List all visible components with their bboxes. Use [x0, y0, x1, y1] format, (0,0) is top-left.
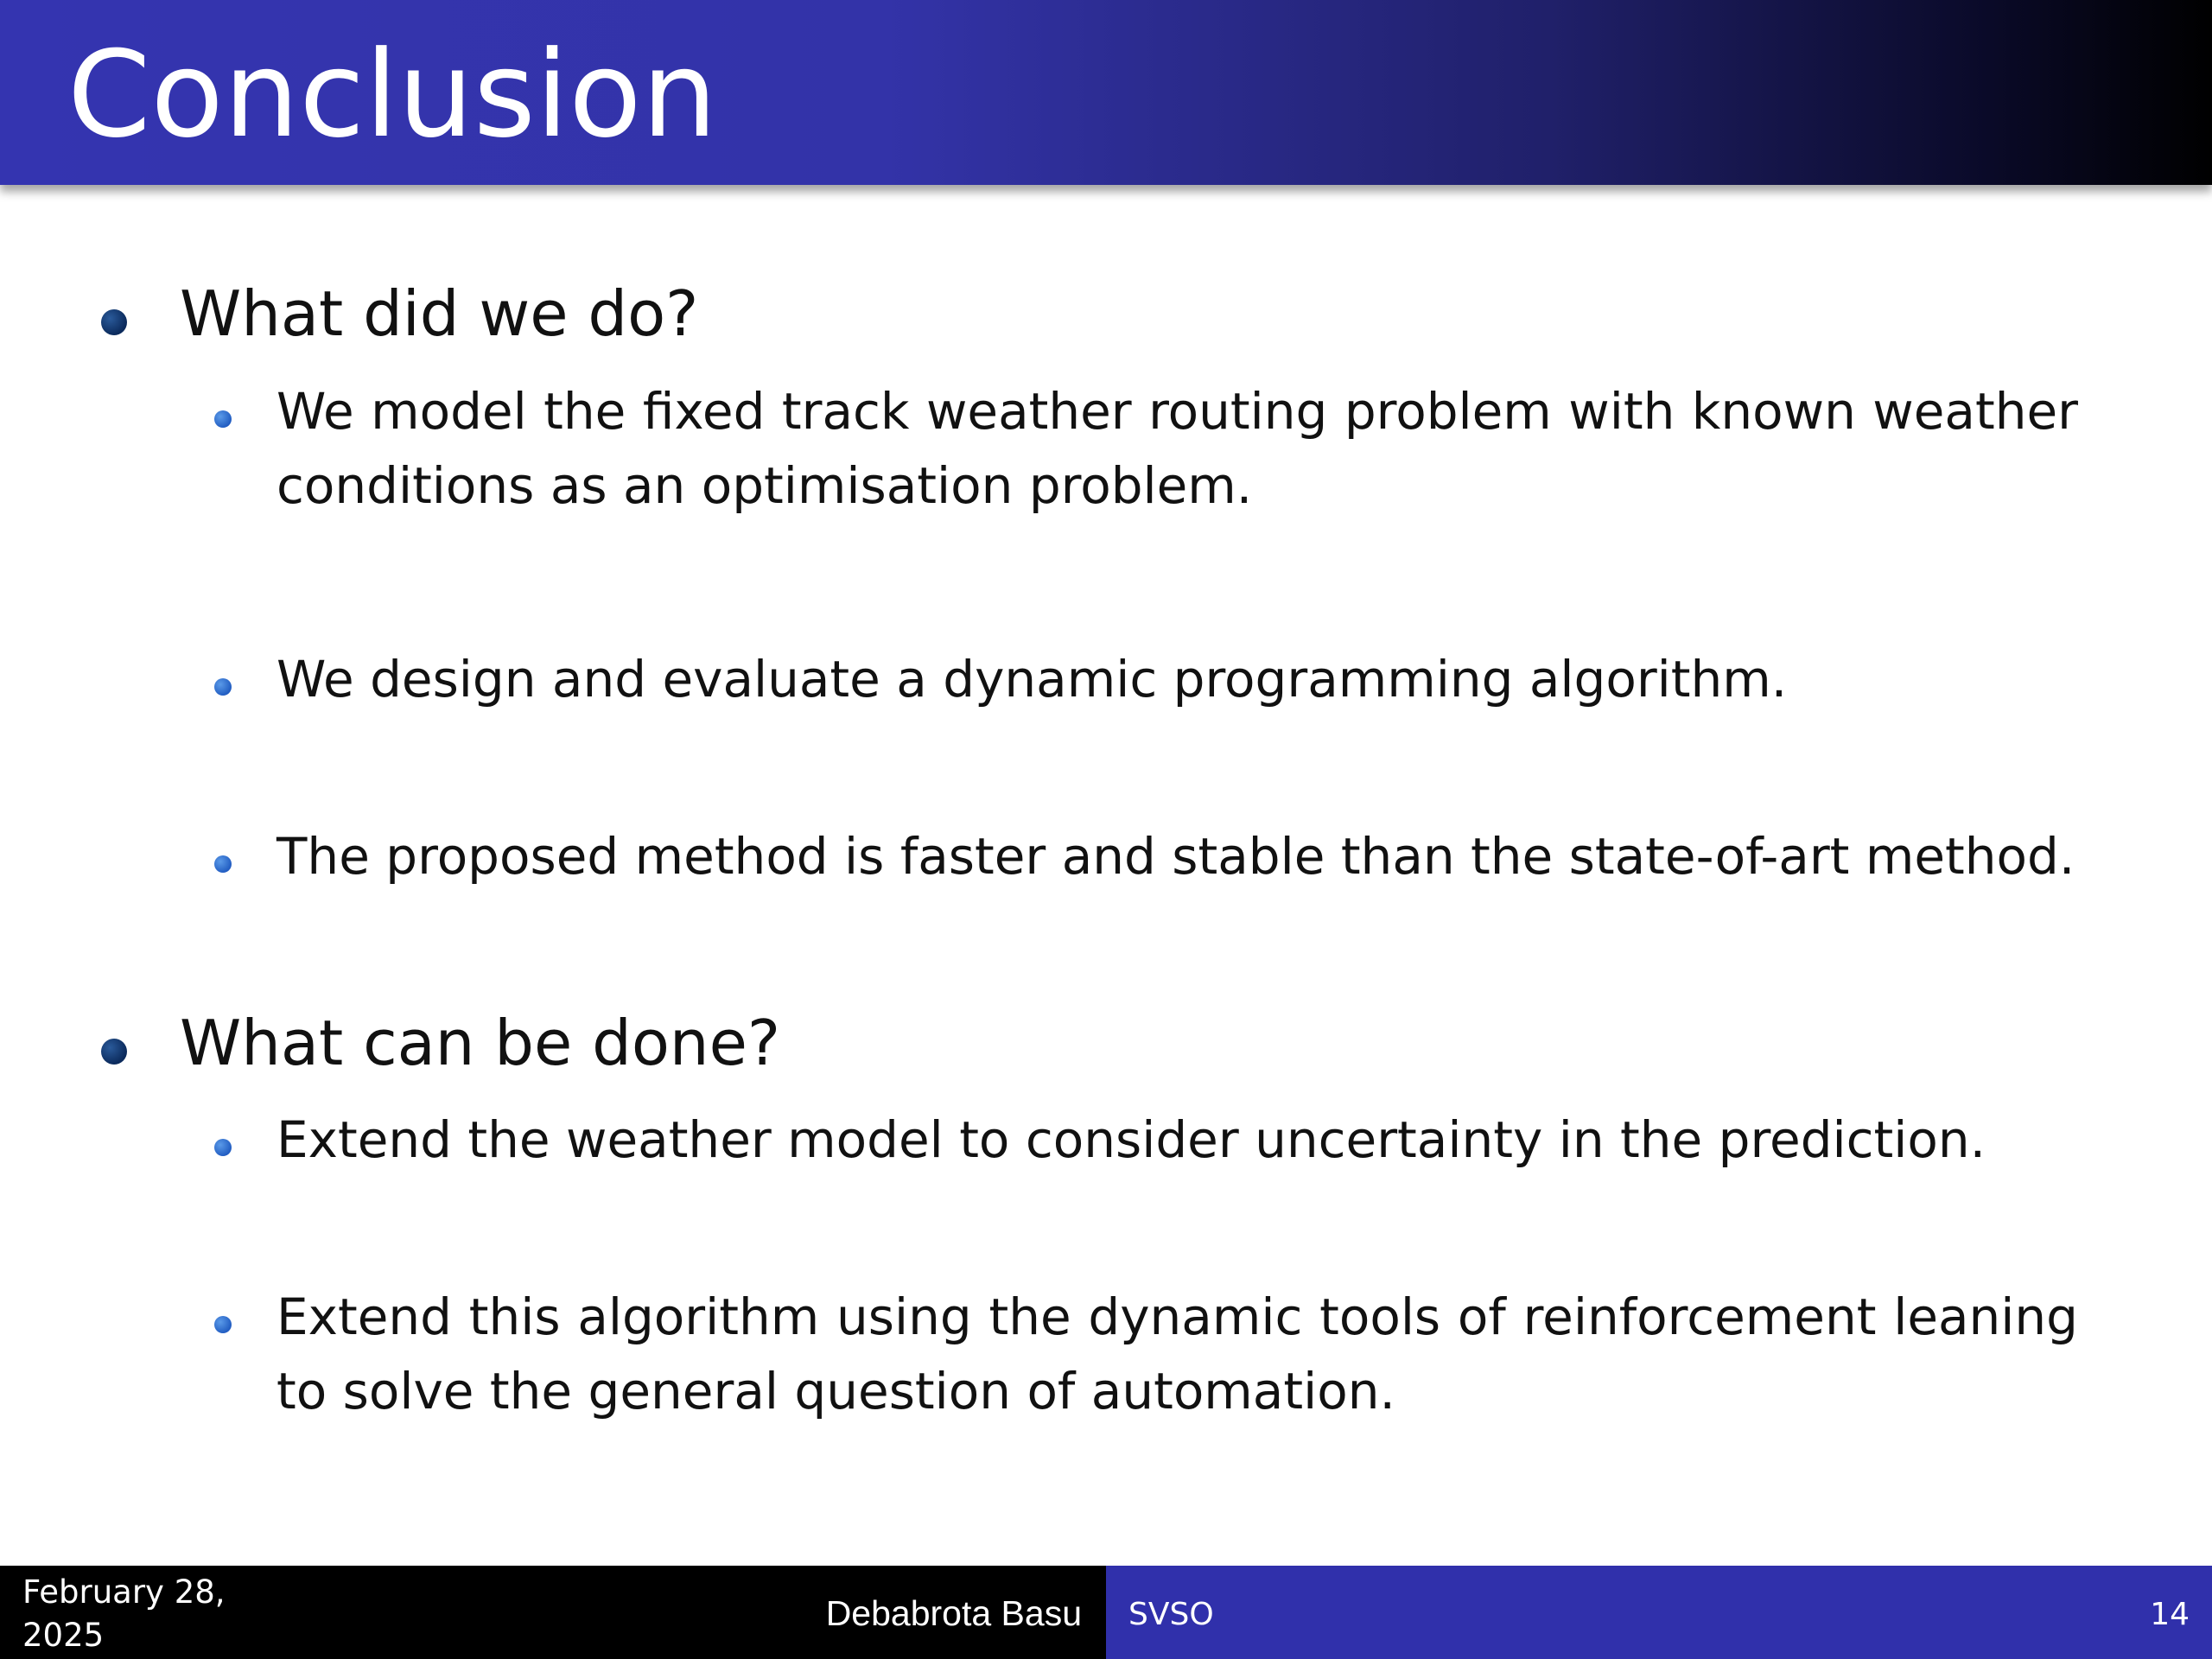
footer-author: Debabrota Basu	[825, 1593, 1082, 1633]
footer-right-panel	[1106, 1566, 2212, 1659]
level2-bullet-icon	[214, 855, 232, 873]
bullet-item: Extend this algorithm using the dynamic tools of reinforcement leaning to solve the general question of automation.	[276, 1287, 2078, 1421]
level1-bullet-icon	[101, 309, 127, 335]
footer-left-panel	[0, 1566, 1106, 1659]
bullet-item: We design and evaluate a dynamic programming algorithm.	[276, 650, 1788, 709]
bullet-item: Extend the weather model to consider uncertainty in the prediction.	[276, 1110, 1986, 1169]
level2-bullet-icon	[214, 1139, 232, 1156]
footer-short-title: SVSO	[1128, 1597, 1214, 1632]
slide-title: Conclusion	[67, 25, 718, 164]
level2-bullet-icon	[214, 410, 232, 428]
page-number: 14	[2150, 1597, 2190, 1632]
level2-bullet-icon	[214, 1316, 232, 1333]
bullet-item: The proposed method is faster and stable than the state-of-art method.	[276, 827, 2075, 886]
section-heading: What can be done?	[180, 1007, 781, 1079]
level2-bullet-icon	[214, 678, 232, 696]
bullet-item: We model the fixed track weather routing problem with known weather conditions as an optimisation problem.	[276, 382, 2078, 515]
footer	[0, 1566, 2212, 1659]
level1-bullet-icon	[101, 1039, 127, 1065]
footer-date: February 28, 2025	[22, 1573, 226, 1654]
section-heading: What did we do?	[180, 277, 699, 350]
